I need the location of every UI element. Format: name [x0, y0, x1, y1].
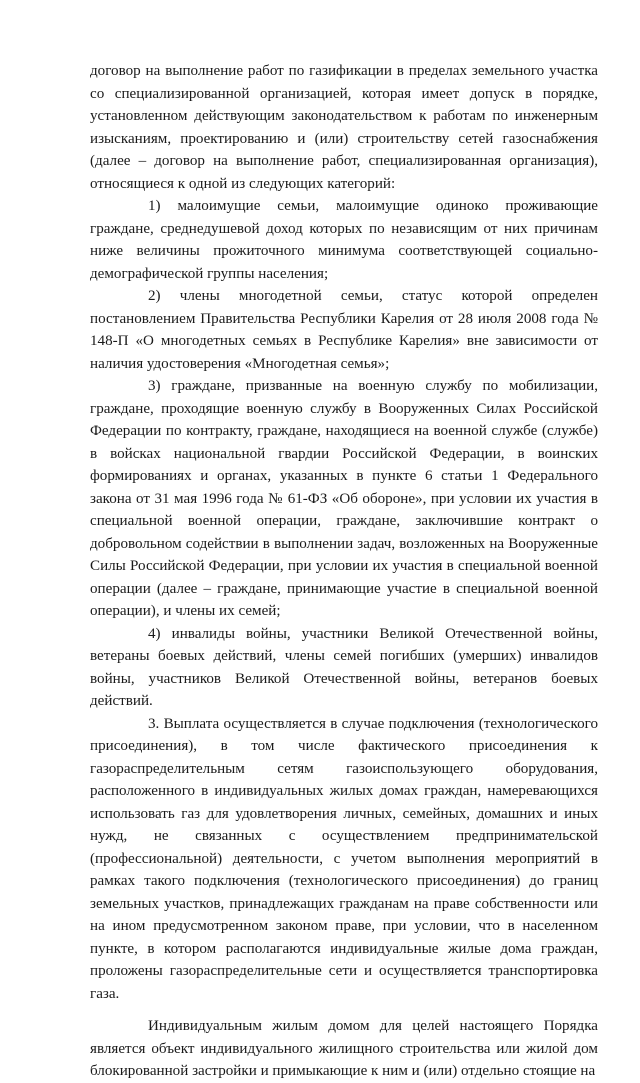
paragraph-category-3: 3) граждане, призванные на военную службу по мобилизации, граждане, проходящие военную службу в Вооруженных Силах Российской Федерации по контракту, граждане, находящиеся на военной службе (службе) в войсках национальной гвардии Российской Федерации, в воинских формированиях и органах, указанных в пункте 6 статьи 1 Федерального закона от 31 мая 1996 года № 61-ФЗ «Об обороне», при условии их участия в специальной военной операции, граждане, заключившие контракт о добровольном содействии в выполнении задач, возложенных на Вооруженные Силы Российской Федерации, при условии их участия в специальной военной операции (далее – граждане, принимающие участие в специальной военной операции), и члены их семей; [90, 378, 598, 619]
paragraph-category-1: 1) малоимущие семьи, малоимущие одиноко проживающие граждане, среднедушевой доход которых по независящим от них причинам ниже величины прожиточного минимума соответствующей социально-демографической группы населения; [90, 198, 598, 282]
paragraph-definition: Индивидуальным жилым домом для целей настоящего Порядка является объект индивидуального жилищного строительства или жилой дом блокированной застройки и примыкающие к ним и (или) отдельно стоящие на [90, 1018, 598, 1079]
paragraph-category-4: 4) инвалиды войны, участники Великой Отечественной войны, ветераны боевых действий, члены семей погибших (умерших) инвалидов войны, участников Великой Отечественной войны, ветеранов боевых действий. [90, 625, 598, 709]
paragraph-intro: договор на выполнение работ по газификации в пределах земельного участка со специализированной организацией, которая имеет допуск в порядке, установленном действующим законодательством к работам по инженерным изысканиям, проектированию и (или) строительству сетей газоснабжения (далее – договор на выполнение работ, специализированная организация), относящиеся к одной из следующих категорий: [90, 63, 598, 192]
paragraph-section-3: 3. Выплата осуществляется в случае подключения (технологического присоединения), в том числе фактического присоединения к газораспределительным сетям газоиспользующего оборудования, расположенного в индивидуальных жилых домах граждан, намеревающихся использовать газ для удовлетворения личных, семейных, домашних и иных нужд, не связанных с осуществлением предпринимательской (профессиональной) деятельности, с учетом выполнения мероприятий в рамках такого подключения (технологического присоединения) до границ земельных участков, принадлежащих гражданам на праве собственности или на ином предусмотренном законом праве, при условии, что в населенном пункте, в котором располагаются индивидуальные жилые дома граждан, проложены газораспределительные сети и осуществляется транспортировка газа. [90, 715, 598, 1002]
document-page [90, 60, 598, 1083]
paragraph-category-2: 2) члены многодетной семьи, статус которой определен постановлением Правительства Республики Карелия от 28 июля 2008 года № 148-П «О многодетных семьях в Республике Карелия» вне зависимости от наличия удостоверения «Многодетная семья»; [90, 288, 598, 372]
